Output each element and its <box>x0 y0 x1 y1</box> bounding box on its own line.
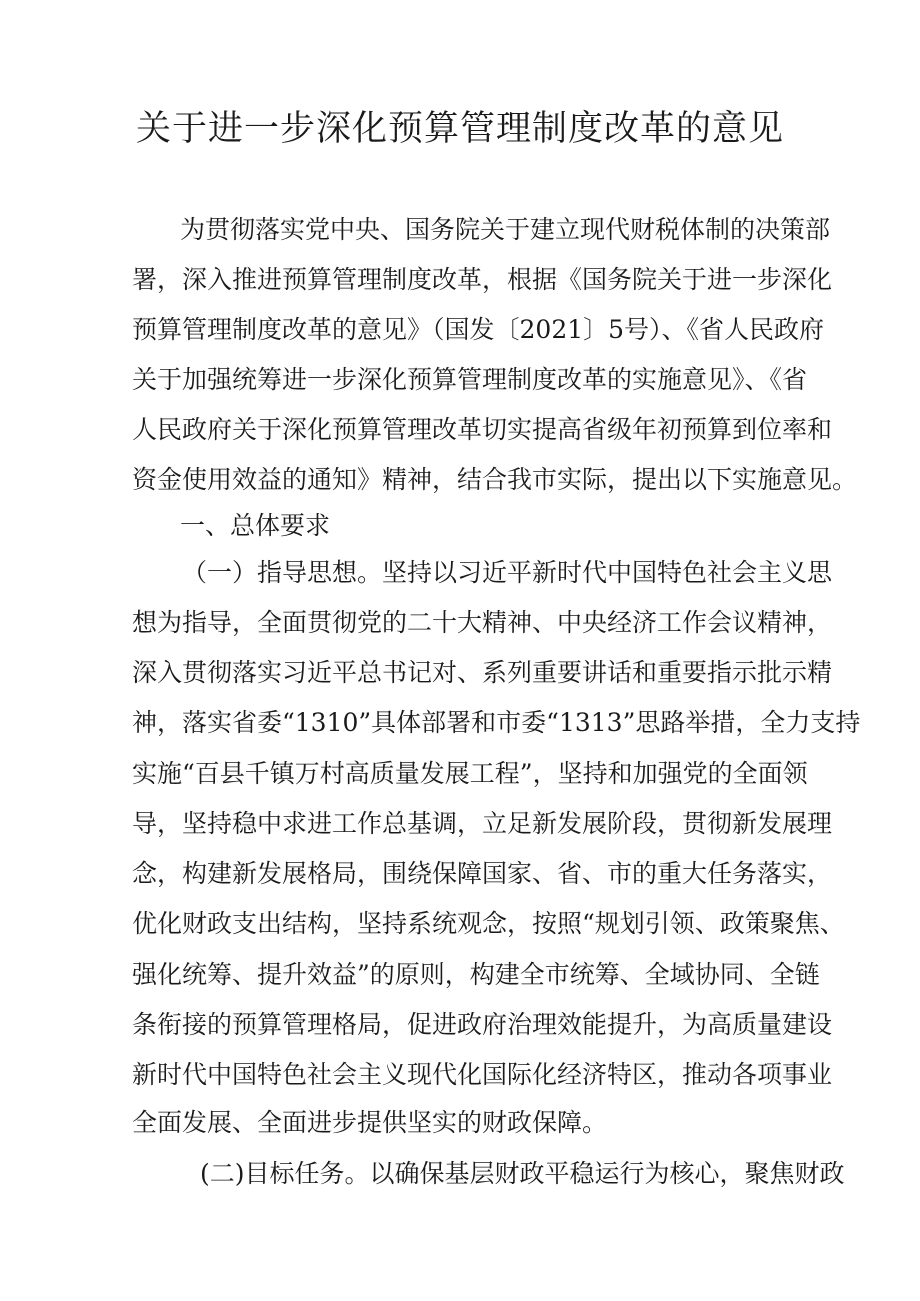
guiding-line: 强化统筹、提升效益”的原则，构建全市统筹、全域协同、全链 <box>132 960 820 989</box>
guiding-line: 全面发展、全面进步提供坚实的财政保障。 <box>132 1108 608 1137</box>
guiding-line: 实施“百县千镇万村高质量发展工程”，坚持和加强党的全面领 <box>132 759 808 788</box>
guiding-line: 念，构建新发展格局，围绕保障国家、省、市的重大任务落实， <box>132 859 833 888</box>
guiding-line: 深入贯彻落实习近平总书记对、系列重要讲话和重要指示批示精 <box>132 658 833 687</box>
guiding-line: （一）指导思想。坚持以习近平新时代中国特色社会主义思 <box>182 558 833 587</box>
intro-line: 资金使用效益的通知》精神，结合我市实际，提出以下实施意见。 <box>132 465 858 494</box>
section-heading: 一、总体要求 <box>180 511 331 540</box>
intro-line: 人民政府关于深化预算管理改革切实提高省级年初预算到位率和 <box>132 415 833 444</box>
document-title: 关于进一步深化预算管理制度改革的意见 <box>135 109 784 149</box>
guiding-line: 新时代中国特色社会主义现代化国际化经济特区，推动各项事业 <box>132 1060 833 1089</box>
guiding-line: 神，落实省委“1310”具体部署和市委“1313”思路举措，全力支持 <box>132 708 861 737</box>
guiding-line: 优化财政支出结构，坚持系统观念，按照“规划引领、政策聚焦、 <box>132 909 845 938</box>
intro-line: 为贯彻落实党中央、国务院关于建立现代财税体制的决策部 <box>180 215 831 244</box>
intro-line: 预算管理制度改革的意见》（国发〔2021〕5号）、《省人民政府 <box>132 315 825 344</box>
target-line: (二)目标任务。以确保基层财政平稳运行为核心，聚焦财政 <box>200 1159 845 1188</box>
intro-line: 署，深入推进预算管理制度改革，根据《国务院关于进一步深化 <box>132 265 833 294</box>
intro-line: 关于加强统筹进一步深化预算管理制度改革的实施意见》、《省 <box>132 365 808 394</box>
guiding-line: 导，坚持稳中求进工作总基调，立足新发展阶段，贯彻新发展理 <box>132 809 833 838</box>
guiding-line: 条衔接的预算管理格局，促进政府治理效能提升，为高质量建设 <box>132 1010 833 1039</box>
guiding-line: 想为指导，全面贯彻党的二十大精神、中央经济工作会议精神， <box>132 608 833 637</box>
